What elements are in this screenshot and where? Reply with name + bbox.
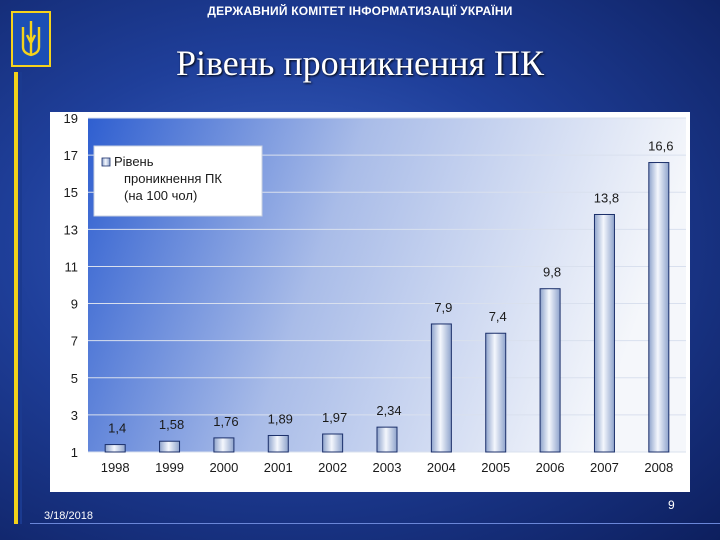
value-label: 1,4 [108, 420, 127, 436]
x-tick-label: 1998 [100, 460, 130, 475]
value-label: 2,34 [376, 403, 402, 419]
y-tick-label: 7 [70, 333, 78, 349]
left-accent-bar [14, 72, 18, 524]
value-label: 7,9 [434, 299, 453, 315]
footer-divider [30, 523, 720, 524]
chart-panel [50, 112, 690, 492]
bar-2003 [377, 427, 397, 452]
page-number: 9 [668, 498, 675, 512]
value-label: 1,76 [213, 413, 239, 429]
page-title: Рівень проникнення ПК [175, 43, 545, 83]
x-tick-label: 2008 [644, 460, 674, 475]
x-tick-label: 1999 [155, 460, 185, 475]
value-label: 1,89 [267, 411, 293, 427]
legend-swatch [102, 158, 110, 166]
x-tick-label: 2002 [318, 460, 348, 475]
legend-line-2: проникнення ПК [124, 171, 222, 186]
y-tick-label: 13 [63, 222, 78, 238]
x-tick-label: 2001 [263, 460, 293, 475]
value-label: 7,4 [488, 309, 507, 325]
y-tick-label: 19 [63, 112, 78, 126]
bar-2008 [649, 163, 669, 452]
legend-line-1: Рівень [114, 154, 154, 169]
header-organization: ДЕРЖАВНИЙ КОМІТЕТ ІНФОРМАТИЗАЦІЇ УКРАЇНИ [207, 4, 513, 18]
bar-2007 [594, 214, 614, 452]
left-accent-line [20, 72, 22, 524]
value-label: 9,8 [543, 264, 562, 280]
value-label: 16,6 [648, 138, 674, 154]
y-tick-label: 17 [63, 148, 78, 164]
y-tick-label: 15 [63, 185, 78, 201]
footer-date: 3/18/2018 [44, 510, 93, 522]
chart-legend [94, 146, 262, 216]
value-label: 13,8 [593, 190, 620, 206]
bar-2000 [214, 438, 234, 452]
bar-2001 [268, 435, 288, 452]
value-label: 1,97 [321, 410, 348, 426]
bar-2006 [540, 289, 560, 452]
x-tick-label: 2007 [589, 460, 619, 475]
x-tick-label: 2000 [209, 460, 239, 475]
bar-1999 [160, 441, 180, 452]
bar-chart [50, 112, 690, 492]
bar-1998 [105, 445, 125, 452]
x-tick-label: 2006 [535, 460, 565, 475]
y-tick-label: 1 [70, 445, 78, 460]
y-tick-label: 3 [70, 407, 78, 423]
bar-2002 [323, 434, 343, 452]
x-tick-label: 2005 [481, 460, 511, 475]
y-tick-label: 9 [70, 296, 78, 312]
bar-2005 [486, 333, 506, 452]
legend-line-3: (на 100 чол) [124, 188, 198, 203]
y-tick-label: 5 [70, 370, 78, 386]
x-tick-label: 2004 [426, 460, 456, 475]
x-tick-label: 2003 [372, 460, 402, 475]
bar-2004 [431, 324, 451, 452]
y-tick-label: 11 [64, 259, 78, 275]
value-label: 1,58 [158, 417, 185, 433]
